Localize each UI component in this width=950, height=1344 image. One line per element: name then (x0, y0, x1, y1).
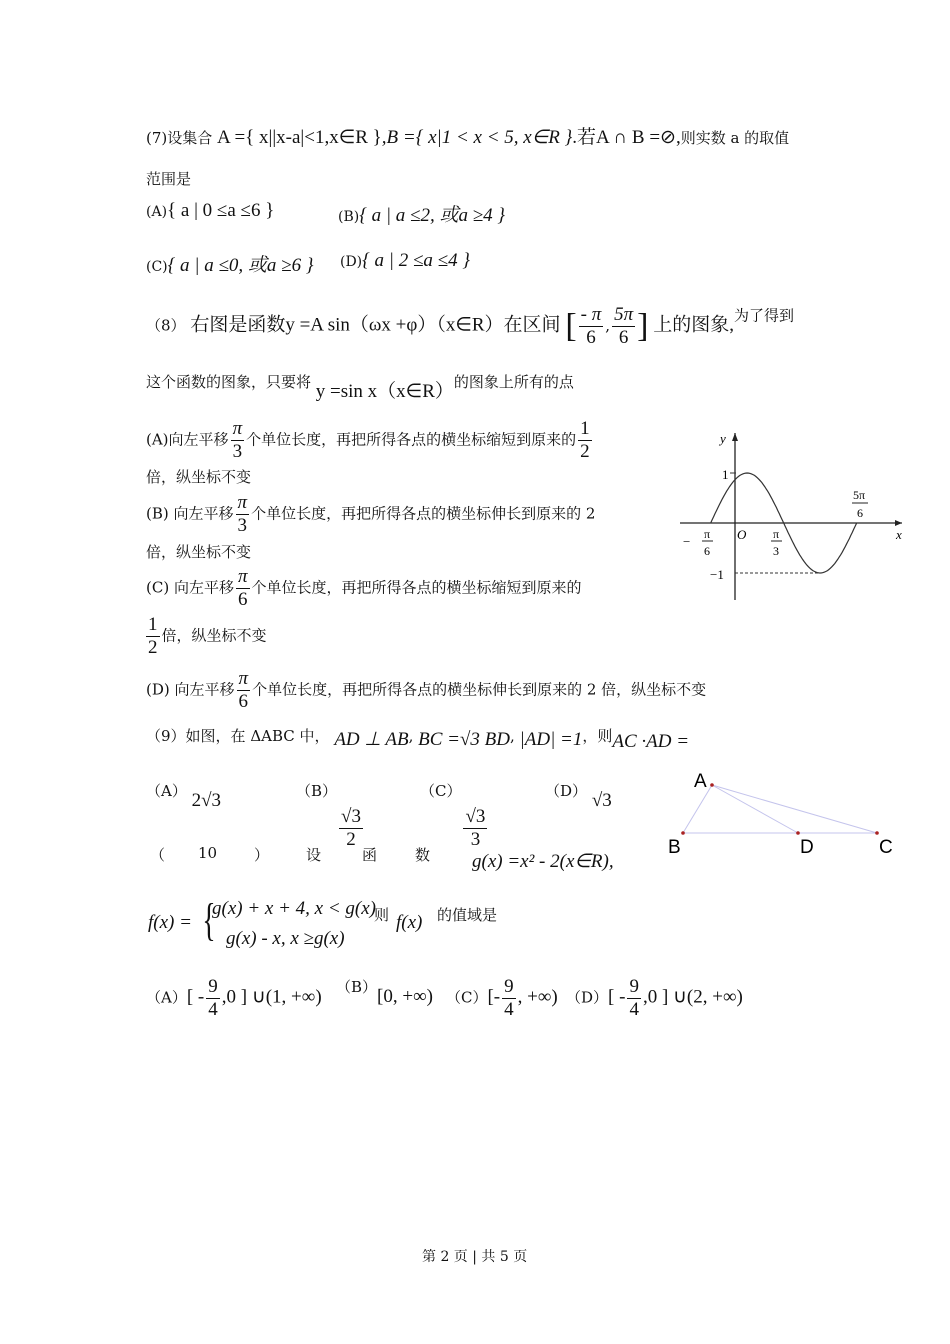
numerator: √3 (341, 806, 361, 827)
q9-option-b (296, 780, 365, 851)
q9-cond1: AD ⊥ AB (334, 729, 409, 750)
denominator: 6 (618, 327, 629, 348)
q8-line1: （8） 右图是函数y =A sin（ωx +φ）（x∈R）在区间 [ $\frac{- \pi}{6}$ , $\frac{5\pi}{6}$ ] 上的图象,为了得到 (146, 304, 794, 348)
x-label: x (896, 527, 902, 542)
triangle-figure (660, 765, 920, 865)
option-label: (D) (340, 254, 363, 270)
q7-set-b: ,B ={ x|1 < x < 5, x∈R } (381, 127, 573, 148)
denominator: 2 (148, 637, 158, 658)
option-label: （A） (146, 988, 187, 1007)
q9-lead: 如图，在 ΔABC 中， (185, 727, 330, 745)
q8-line2c: 的图象上所有的点 (453, 373, 574, 391)
option-pre: 向左平移 (173, 578, 234, 597)
label-a: A (694, 771, 707, 792)
option-text: √3 (591, 790, 612, 811)
option-post: 个单位长度，再把所得各点的横坐标伸长到原来的 2 倍，纵坐标不变 (252, 680, 707, 699)
numerator: 5π (614, 304, 634, 325)
q7-option-d (340, 250, 470, 272)
q8-option-c-end (144, 614, 267, 659)
option-pre: 向左平移 (168, 430, 229, 449)
tick-pi3-num: π (773, 527, 780, 541)
option-text: { a | 0 ≤a ≤6 } (167, 200, 275, 221)
tick-neg-pi6-num: π (704, 527, 711, 541)
numerator: π (237, 566, 248, 587)
q7-ask2: 范围是 (146, 170, 192, 188)
q10-then: 则 (374, 906, 390, 924)
q8-option-c (146, 566, 582, 611)
option-pre: 向左平移 (174, 680, 235, 699)
option-label: (B) (338, 209, 360, 225)
option-pre: 向左平移 (173, 504, 234, 523)
point-a (710, 783, 714, 787)
option-label: (D) (146, 680, 170, 699)
q10-open: （ (150, 846, 166, 864)
q10-word2: 函 (362, 846, 378, 864)
q8-line2 (146, 366, 574, 402)
q10-f-label: f(x) = (148, 912, 192, 933)
numerator: π (238, 668, 249, 689)
q9-cond2: BC =√3 BD (418, 729, 510, 750)
q10-close: ） (254, 846, 270, 864)
numerator: 1 (148, 614, 158, 635)
numerator: 9 (629, 976, 639, 997)
label-minus-1: −1 (710, 567, 724, 582)
label-1: 1 (722, 467, 729, 482)
q9-option-d (545, 780, 612, 811)
point-b (681, 831, 685, 835)
option-label: （C） (446, 988, 488, 1007)
q9-cond3: |AD| =1 (519, 729, 583, 750)
neg-sign: − (683, 534, 691, 549)
segment-ad (712, 785, 798, 833)
denominator: 6 (586, 327, 596, 348)
q7-lead: 设集合 (167, 129, 213, 147)
q8-option-a (146, 418, 594, 463)
denominator: 4 (208, 999, 218, 1020)
denominator: 6 (238, 691, 249, 712)
denominator: 3 (237, 515, 248, 536)
q9-ask: ，则 (582, 727, 613, 745)
q8-tail2: 为了得到 (733, 306, 794, 325)
q10-case2: g(x) - x, x ≥g(x) (226, 928, 345, 949)
label-c: C (879, 837, 893, 858)
denominator: 2 (580, 441, 590, 462)
option-post: , +∞) (517, 986, 558, 1008)
option-label: （D） (545, 782, 588, 800)
q10-option-c (446, 976, 558, 1021)
q8-line2b: y =sin x（x∈R） (315, 381, 454, 402)
q8-line2a: 这个函数的图象，只要将 (146, 373, 312, 391)
option-label: (A) (146, 204, 168, 220)
denominator: 4 (629, 999, 639, 1020)
origin-label: O (737, 527, 747, 542)
q8-lead: 右图是函数y =A sin（ωx +φ）（x∈R）在区间 (190, 314, 561, 336)
option-post: 个单位长度，再把所得各点的横坐标缩短到原来的 (246, 430, 577, 449)
q7-ask: 则实数 a 的取值 (680, 129, 790, 147)
q9-option-a (146, 780, 222, 811)
option-label: (C) (146, 259, 168, 275)
q7-option-b (338, 200, 505, 227)
tick-5pi6-num: 5π (853, 488, 866, 502)
q8-number: （8） (146, 316, 186, 335)
option-post: ,0 ] ∪(1, +∞) (221, 986, 322, 1008)
option-post: 个单位长度，再把所得各点的横坐标缩短到原来的 (251, 578, 582, 597)
numerator: 9 (208, 976, 218, 997)
denominator: 6 (238, 589, 248, 610)
numerator: 9 (504, 976, 514, 997)
option-post: ,0 ] ∪(2, +∞) (642, 986, 743, 1008)
option-text: 2√3 (191, 790, 222, 811)
q7-option-c (146, 250, 313, 277)
option-label: （C） (420, 782, 462, 800)
q10-g-def: g(x) =x² - 2(x∈R), (472, 851, 614, 872)
label-b: B (668, 837, 681, 858)
tick-neg-pi6-den: 6 (704, 544, 710, 558)
option-label: （A） (146, 782, 187, 800)
q9-line1: （9）如图，在 ΔABC 中， AD ⊥ AB, BC =√3 BD, |AD| =1，则AC ·AD = (146, 727, 690, 752)
numerator: π (232, 418, 243, 439)
q10-fx: f(x) (396, 912, 423, 933)
option-label: （B） (296, 782, 338, 800)
option-end: 倍，纵坐标不变 (161, 626, 267, 645)
q7-number: (7) (146, 129, 168, 147)
point-c (875, 831, 879, 835)
option-post: 个单位长度，再把所得各点的横坐标伸长到原来的 2 (251, 504, 596, 523)
q8-option-a-end: 倍，纵坐标不变 (146, 468, 252, 486)
q7-set-a: A ={ x||x-a|<1,x∈R } (217, 127, 382, 148)
q9-expr: AC ·AD = (612, 731, 690, 752)
option-text: { a | a ≤2, 或a ≥4 } (359, 205, 505, 226)
tick-pi3-den: 3 (773, 544, 779, 558)
option-label: (C) (146, 578, 170, 597)
interval-right (612, 304, 635, 349)
triangle-abc (683, 785, 877, 833)
tick-5pi6-den: 6 (857, 506, 863, 520)
q10-option-d (566, 976, 743, 1021)
q10-number: 10 (198, 844, 218, 862)
option-text: [0, +∞) (377, 986, 433, 1007)
option-pre: [ - (608, 986, 626, 1008)
q8-option-b-end: 倍，纵坐标不变 (146, 543, 252, 561)
numerator: π (237, 492, 248, 513)
label-d: D (800, 837, 814, 858)
q7-condition: .若A ∩ B =⊘, (572, 127, 681, 148)
y-axis-arrow (732, 433, 738, 441)
q10-word1: 设 (306, 846, 322, 864)
option-label: （B） (336, 978, 378, 996)
option-label: (A) (146, 430, 169, 449)
q8-option-b (146, 492, 595, 537)
y-label: y (720, 431, 726, 446)
numerator: 1 (580, 418, 590, 439)
q7-option-a (146, 200, 274, 222)
q10-brace: { (202, 894, 216, 945)
q9-option-c (420, 780, 489, 851)
q10-option-b (336, 976, 433, 1007)
sine-graph (670, 425, 910, 610)
numerator: - π (580, 304, 602, 325)
denominator: 2 (346, 829, 356, 850)
denominator: 4 (504, 999, 514, 1020)
x-axis-arrow (895, 520, 902, 526)
option-pre: [- (487, 986, 501, 1008)
denominator: 3 (470, 829, 481, 850)
q10-ask: 的值域是 (437, 906, 498, 924)
page-footer: 第 2 页 | 共 5 页 (422, 1249, 528, 1265)
option-pre: [ - (186, 986, 205, 1008)
denominator: 3 (232, 441, 243, 462)
option-label: (B) (146, 504, 169, 523)
q10-option-a (146, 976, 322, 1021)
q9-number: （9） (146, 727, 186, 745)
interval-left (579, 304, 604, 349)
q8-tail: 上的图象, (653, 314, 734, 336)
q10-case1: g(x) + x + 4, x < g(x) (212, 898, 377, 919)
option-text: { a | 2 ≤a ≤4 } (362, 250, 470, 271)
q10-word3: 数 (415, 846, 431, 864)
q7-line1 (146, 122, 789, 149)
numerator: √3 (465, 806, 486, 827)
option-label: （D） (566, 988, 609, 1007)
option-text: { a | a ≤0, 或a ≥6 } (167, 255, 314, 276)
point-d (796, 831, 800, 835)
q8-option-d (146, 668, 706, 713)
